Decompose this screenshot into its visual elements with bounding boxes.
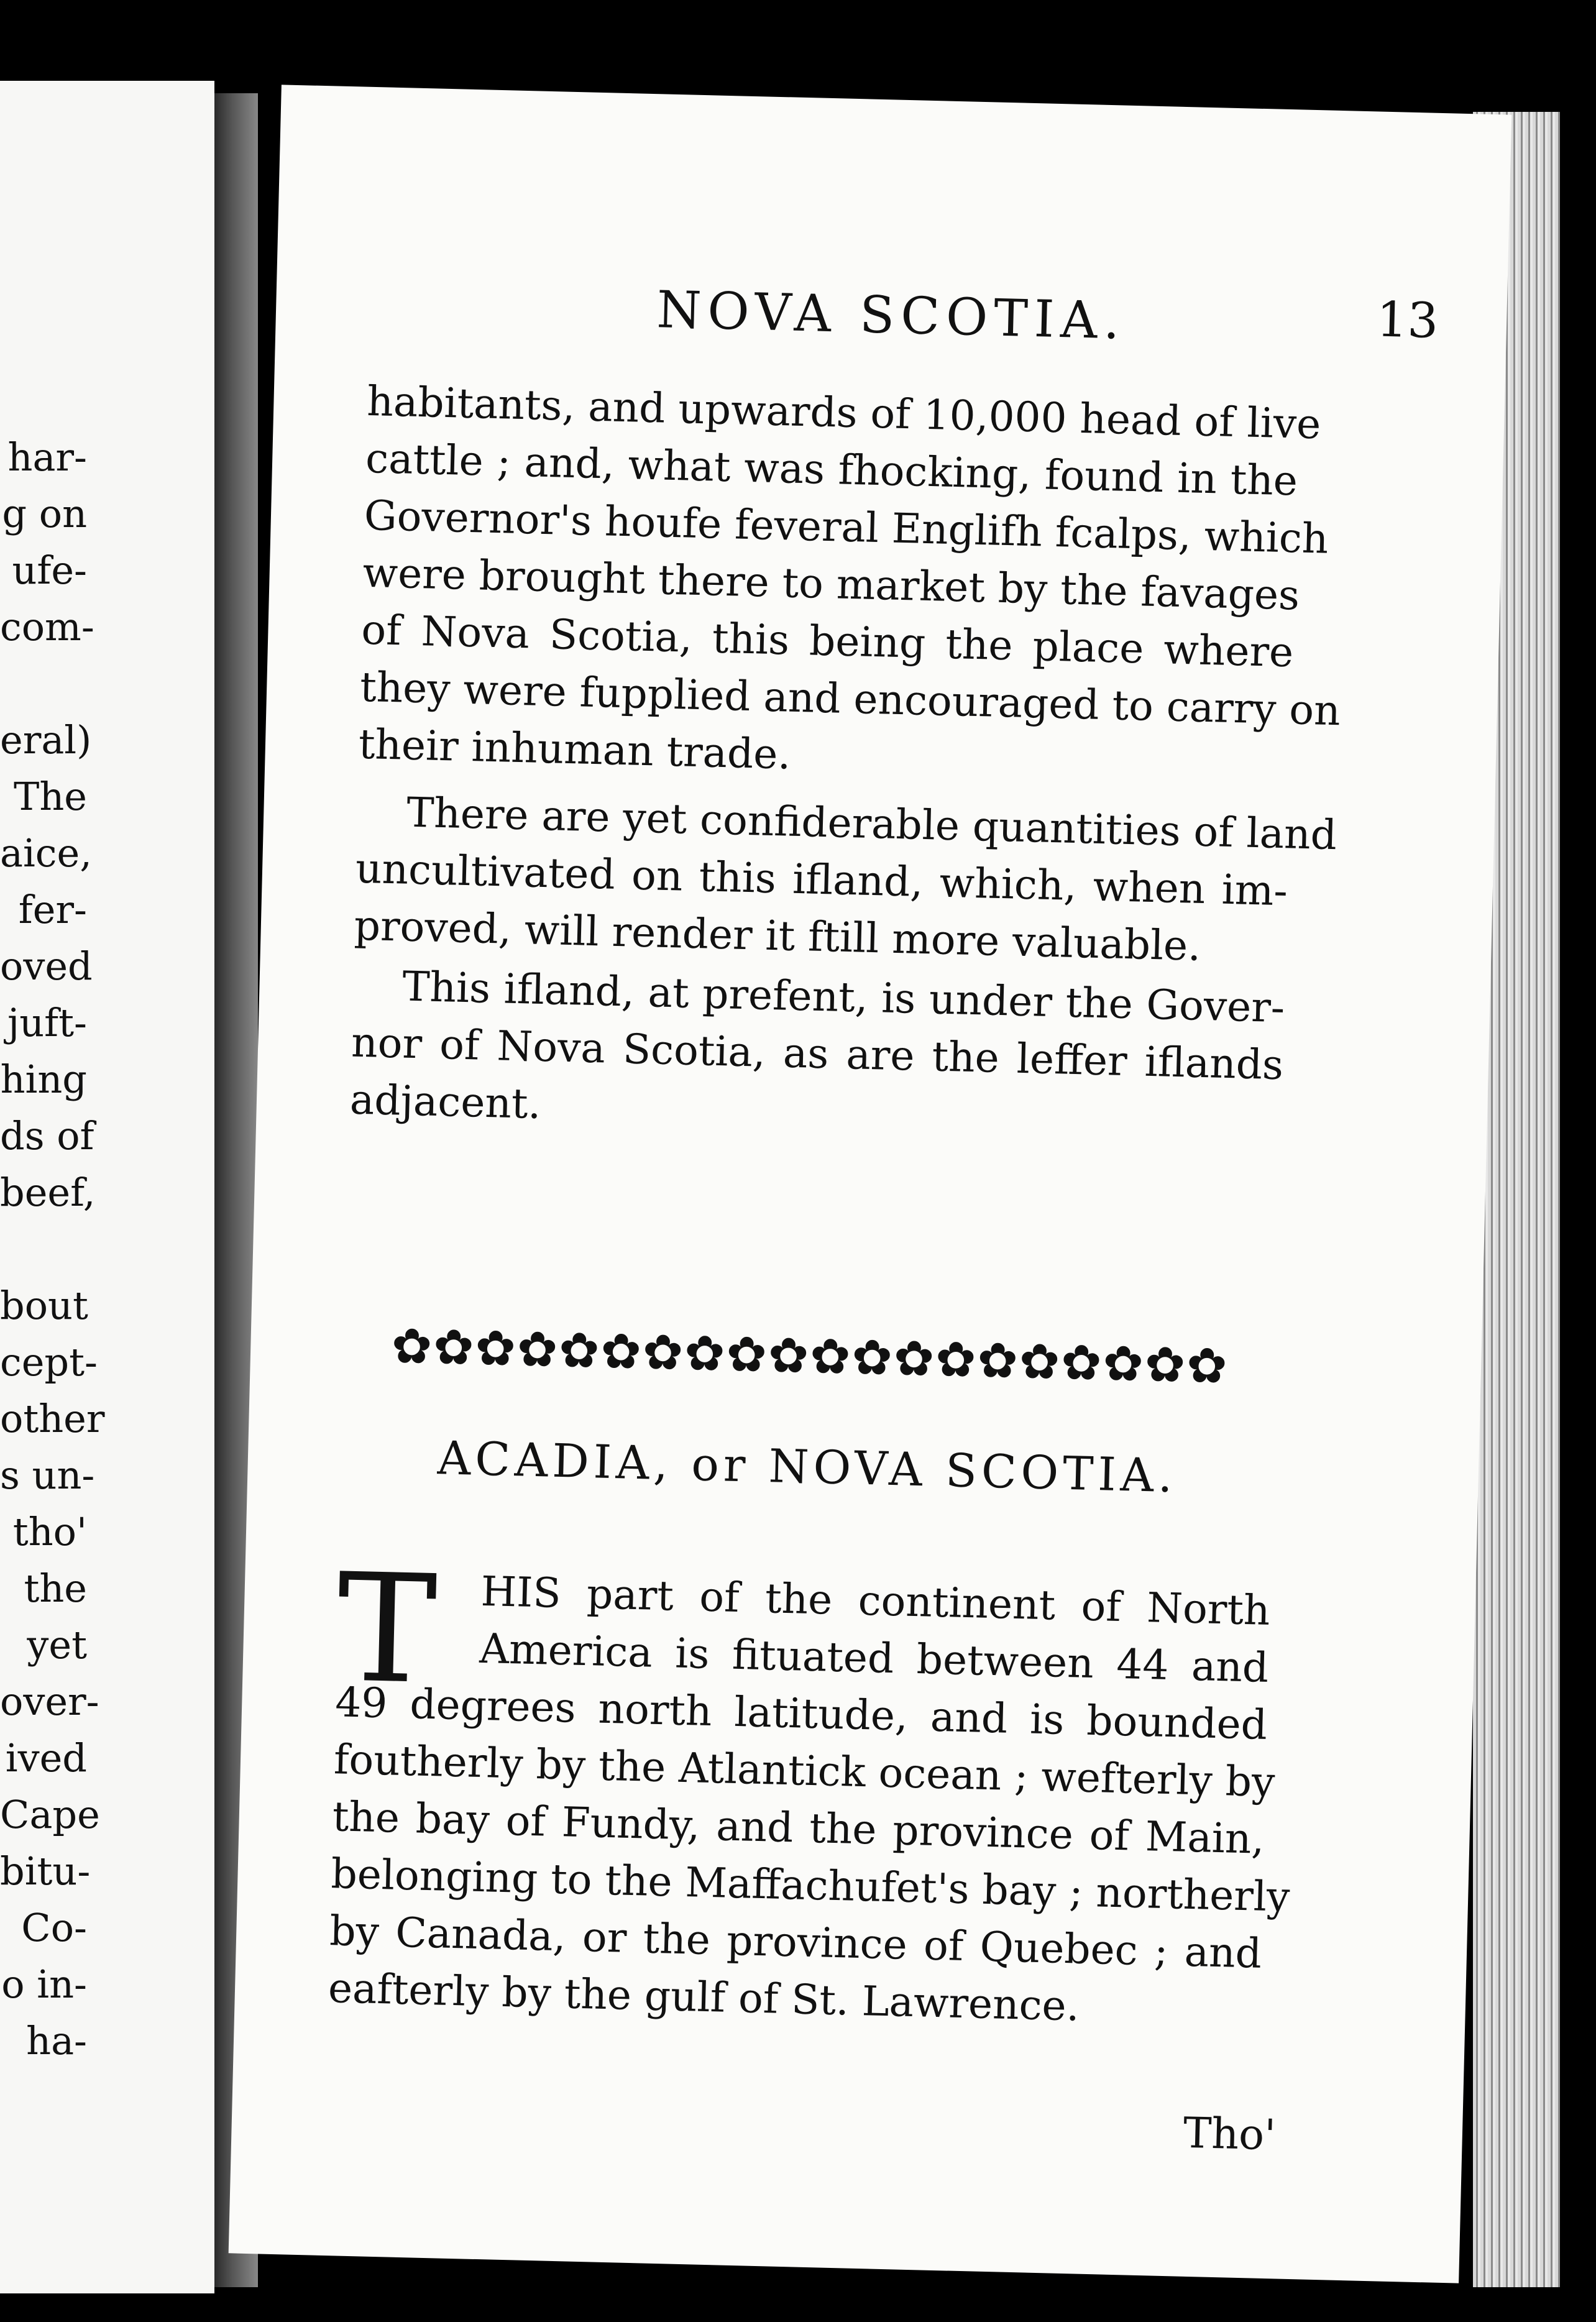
paragraph-2 [353,783,1337,978]
text-line: eafterly by the gulf of St. Lawrence. [328,1964,1080,2031]
left-fragment: ufe- [12,548,87,593]
text-line: uncultivated on this ifland, which, when im- [355,844,1288,915]
left-fragment: bitu- [0,1848,91,1894]
left-fragment: Cape [0,1792,100,1837]
left-page [0,81,214,2293]
text-line: There are yet confiderable quantities of land [406,788,1337,860]
left-fragment: hing [0,1057,87,1102]
left-fragment: tho' [12,1509,87,1554]
left-fragment [0,655,87,712]
left-fragment: eral) [0,717,92,763]
left-fragment: fer- [18,887,87,932]
left-fragment: Co- [21,1905,87,1950]
text-line: 49 degrees north latitude, and is bounded [334,1678,1268,1749]
text-line: adjacent. [349,1075,542,1129]
text-line: by Canada, or the province of Quebec ; and [329,1907,1262,1978]
left-fragment: s un- [0,1452,95,1498]
text-line: foutherly by the Atlantick ocean ; wefterly by [333,1735,1276,1807]
left-fragment: cept- [0,1339,98,1385]
left-fragment: o in- [1,1962,87,2007]
left-fragment: ived [5,1735,87,1781]
text-line: of Nova Scotia, this being the place where [360,605,1295,677]
catchword: Tho' [1183,2108,1277,2160]
left-fragment: beef, [0,1170,96,1215]
left-fragment [0,1221,87,1277]
text-line: their inhuman trade. [358,720,792,779]
left-fragment: yet [27,1622,87,1668]
text-line: This ifland, at prefent, is under the Gover- [401,962,1286,1032]
text-line: were brought there to market by the favages [362,548,1300,620]
text-line: America is fituated between 44 and [479,1624,1270,1692]
text-line: Governor's houfe feveral Englifh fcalps, which [364,491,1329,563]
drop-cap: T [334,1541,439,1718]
text-line: HIS part of the continent of North [480,1567,1271,1635]
left-fragment: juft- [7,1000,87,1045]
page-number: 13 [1375,291,1439,349]
left-fragment: other [0,1396,105,1441]
text-line: habitants, and upwards of 10,000 head of live [366,377,1322,449]
left-fragment: ds of [0,1113,94,1159]
left-fragment: the [24,1566,87,1611]
paragraph-3 [349,957,1285,1152]
text-line: cattle ; and, what was fhocking, found in the [365,434,1298,505]
text-line: proved, will render it ftill more valuable. [353,901,1202,970]
left-fragment: har- [7,434,87,480]
section-title: ACADIA, or NOVA SCOTIA. [436,1431,1178,1503]
left-page-text-fragments [0,429,105,2069]
left-fragment: g on [2,491,87,536]
left-fragment: com- [0,604,94,649]
left-fragment: oved [0,943,93,989]
left-fragment: bout [0,1283,88,1328]
text-line: belonging to the Maffachufet's bay ; northerly [330,1850,1291,1921]
left-fragment: The [14,774,87,819]
paragraph-4 [328,1541,1291,2039]
paragraph-1 [358,373,1341,796]
text-line: the bay of Fundy, and the province of Main, [331,1792,1265,1863]
left-fragment: ha- [26,2018,87,2063]
ornament-divider: ✿✿✿✿✿✿✿✿✿✿✿✿✿✿✿✿✿✿✿✿ [390,1318,1229,1395]
left-fragment: aice, [0,830,92,876]
right-page [229,85,1512,2283]
left-fragment: over- [0,1679,99,1724]
text-line: they were fupplied and encouraged to carry on [359,663,1341,735]
text-line: nor of Nova Scotia, as are the leffer iflands [351,1018,1284,1090]
running-header: NOVA SCOTIA. [656,280,1127,351]
